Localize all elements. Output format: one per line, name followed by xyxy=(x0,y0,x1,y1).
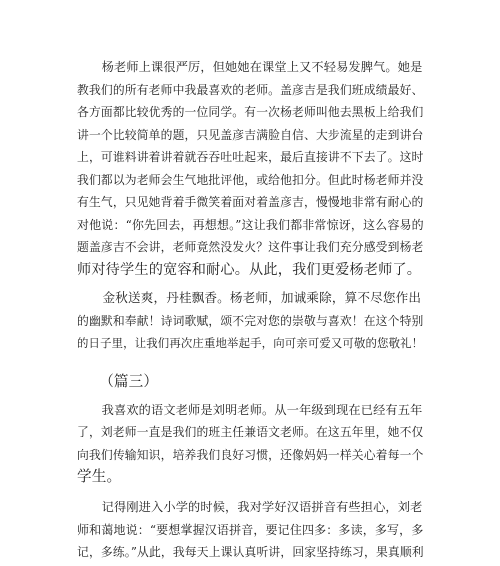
text-line: 杨老师上课很严厉，但她她在课堂上又不轻易发脾气。她是 xyxy=(77,60,423,74)
text-line: 上，可谁料讲着讲着就吞吞吐吐起来，最后直接讲不下去了。这时 xyxy=(77,150,424,164)
text-line: 讲一个比较简单的题，只见盖彦吉满脸自信、大步流星的走到讲台 xyxy=(77,127,424,142)
text-line: 教我们的所有老师中我最喜欢的老师。盖彦吉是我们班成绩最好、 xyxy=(77,82,424,97)
text-line: 我喜欢的语文老师是刘明老师。从一年级到现在已经有五年 xyxy=(77,402,423,417)
text-line: 题盖彦吉不会讲，老师竟然没发火？这件事让我们充分感受到杨老 xyxy=(77,240,424,254)
text-line: 师对待学生的宽容和耐心。从此，我们更爱杨老师了。 xyxy=(77,261,422,278)
text-line: 向我们传输知识，培养我们良好习惯，还像妈妈一样关心着每一个 xyxy=(77,447,424,462)
text-line: 各方面都比较优秀的一位同学。有一次杨老师叫他去黑板上给我们 xyxy=(77,105,424,119)
text-line: 学生。 xyxy=(77,468,122,486)
section-heading-text: （篇三） xyxy=(77,372,159,390)
text-line: 记得刚进入小学的时候，我对学好汉语拼音有些担心，刘老 xyxy=(77,500,423,514)
text-line: 金秋送爽，丹桂飘香。杨老师，加诚乘除，算不尽您作出 xyxy=(77,290,422,306)
text-line: 我们都以为老师会生气地批评他，或给他扣分。但此时杨老师并没 xyxy=(77,172,424,187)
text-line: 的日子里，让我们再次庄重地举起手，向可亲可爱又可敬的您敬礼！ xyxy=(77,336,424,351)
text-line: 的幽默和奉献！诗词歌赋，颂不完对您的崇敬与喜欢！在这个特别 xyxy=(77,313,424,328)
text-line: 有生气，只见她背着手微笑着面对着盖彦吉，慢慢地非常有耐心的 xyxy=(77,195,424,209)
text-line: 对他说：“你先回去，再想想。”这让我们都非常惊讶，这么容易的 xyxy=(77,217,424,232)
text-line: 了，刘老师一直是我们的班主任兼语文老师。在这五年里，她不仅 xyxy=(77,425,424,440)
text-line: 记，多练。”从此，我每天上课认真听讲，回家坚持练习，果真顺利 xyxy=(77,545,424,559)
text-line: 师和蔼地说：“要想掌握汉语拼音，要记住四多：多读，多写，多 xyxy=(77,522,424,537)
